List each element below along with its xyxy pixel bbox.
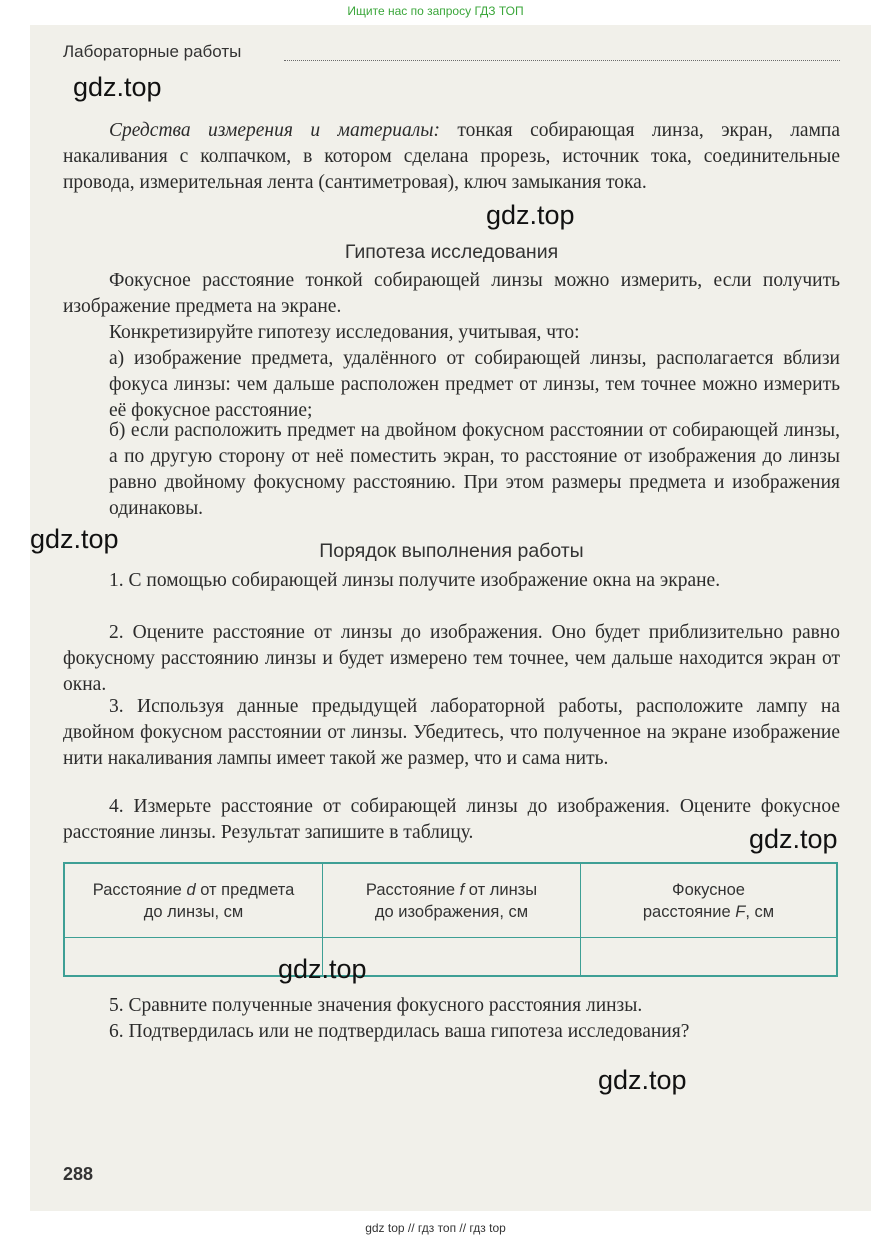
procedure-step-2: 2. Оцените расстояние от линзы до изображения. Оно будет приблизительно равно фокусному расстоянию линзы и будет измерено тем точнее, чем дальше находится экран от окна. [63,622,840,695]
procedure-step-3: 3. Используя данные предыдущей лабораторной работы, расположите лампу на двойном фокусном расстоянии от линзы. Убедитесь, что полученное на экране изображение нити накаливания лампы имеет такой же размер, что и сама нить. [63,696,840,769]
watermark: gdz.top [749,824,838,854]
procedure-step-1: 1. С помощью собирающей линзы получите изображение окна на экране. [109,570,721,591]
item-text: если расположить предмет на двойном фокусном расстоянии от собирающей линзы, а по другую сторону от неё поместить экран, то расстояние от изображения до линзы равно двойному фокусному расстоянию. При этом размеры предмета и изображения одинаковы. [109,420,840,519]
watermark: gdz.top [30,524,119,554]
materials-paragraph [63,118,840,196]
bottom-banner[interactable]: gdz top // гдз топ // гдз top [365,1221,506,1235]
table-header-distance-f: Расстояние f от линзы до изображения, см [323,864,581,938]
materials-label: Средства измерения и материалы: [109,120,440,141]
hypothesis-title: Гипотеза исследования [344,241,559,263]
procedure-title: Порядок выполнения работы [319,540,584,562]
table-cell[interactable] [581,938,836,975]
item-label: б) [109,420,126,441]
watermark: gdz.top [598,1065,687,1095]
item-text: изображение предмета, удалённого от собирающей линзы, располагается вблизи фокуса линзы: чем дальше расположен предмет от линзы, тем точнее можно измерить её фокусное расстояние; [109,348,840,421]
page-number: 288 [63,1164,94,1184]
results-table [63,862,838,977]
hypothesis-intro: Фокусное расстояние тонкой собирающей линзы можно измерить, если получить изображение предмета на экране. [63,270,840,317]
hypothesis-item-b [63,418,840,522]
procedure-step-4: 4. Измерьте расстояние от собирающей линзы до изображения. Оцените фокусное расстояние линзы. Результат запишите в таблицу. [63,796,840,843]
materials-text: тонкая собирающая линза, экран, лампа накаливания с колпачком, в котором сделана прорезь, источник тока, соединительные провода, измерительная лента (сантиметровая), ключ замыкания тока. [63,120,841,193]
procedure-step-6: 6. Подтвердилась или не подтвердилась ваша гипотеза исследования? [109,1021,690,1042]
hypothesis-item-a [63,346,840,424]
hypothesis-task: Конкретизируйте гипотезу исследования, учитывая, что: [109,322,580,343]
table-header-focal-length: Фокусное расстояние F, см [581,864,836,938]
header-rule [284,60,840,61]
top-banner[interactable]: Ищите нас по запросу ГДЗ ТОП [347,4,524,18]
procedure-step-5: 5. Сравните полученные значения фокусного расстояния линзы. [109,995,643,1016]
watermark: gdz.top [486,200,575,230]
watermark: gdz.top [278,954,367,984]
table-header-distance-d: Расстояние d от предмета до линзы, см [65,864,323,938]
running-head: Лабораторные работы [63,42,242,61]
item-label: а) [109,348,125,369]
watermark: gdz.top [73,72,162,102]
